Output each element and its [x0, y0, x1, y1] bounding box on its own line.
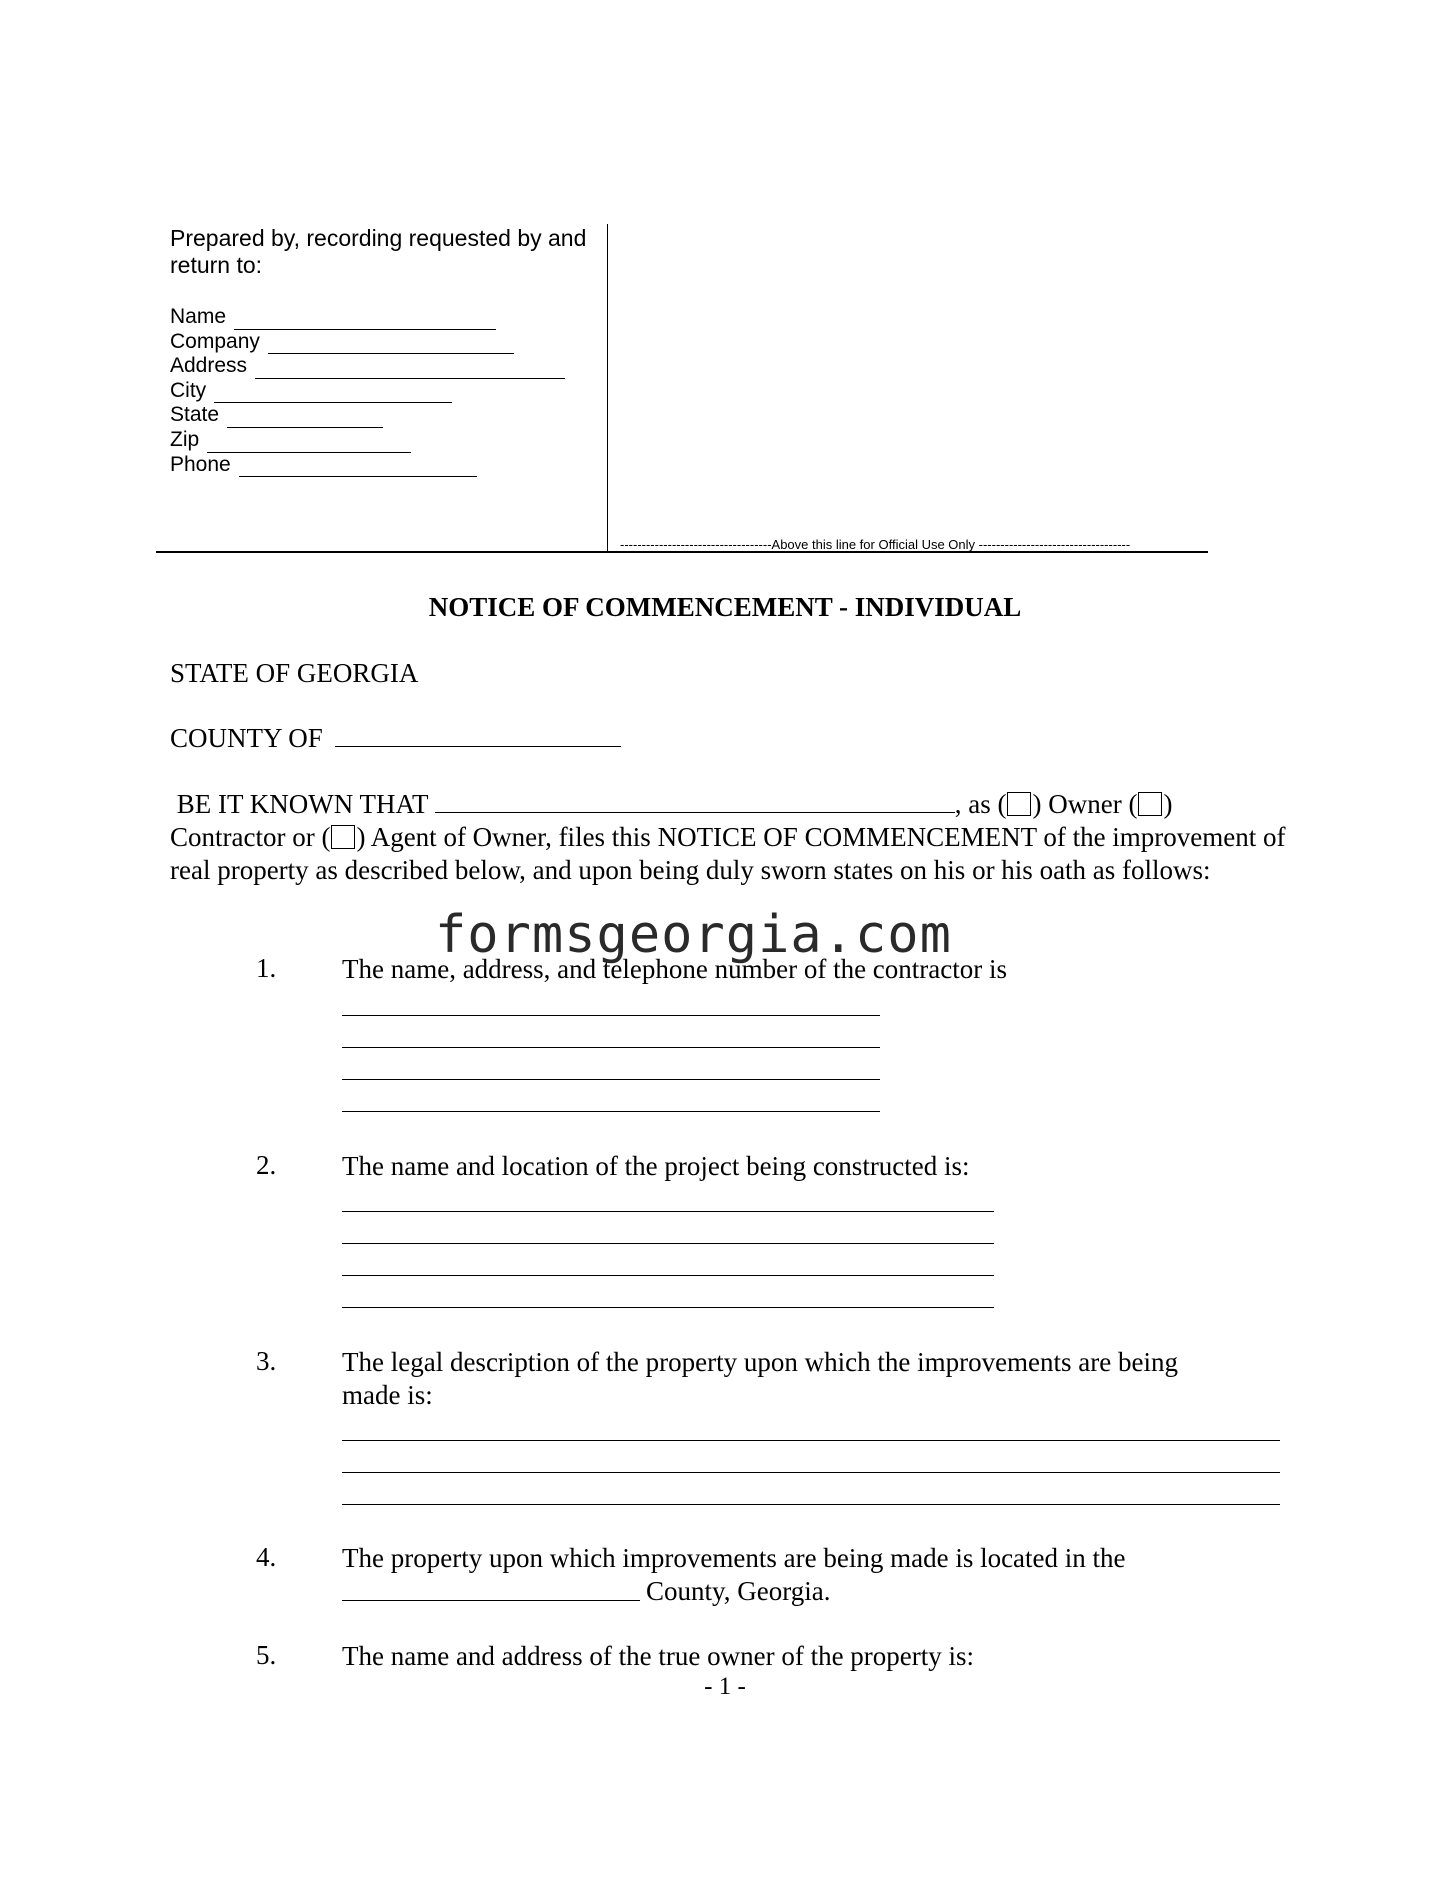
page-number: - 1 - [704, 1673, 746, 1700]
address-field-line[interactable] [255, 360, 565, 379]
zip-field[interactable] [170, 428, 565, 453]
item-3-blank-3[interactable] [342, 1504, 1280, 1505]
intro-paragraph [170, 788, 1290, 887]
return-to-fields [170, 305, 565, 477]
item-2-text: The name and location of the project being constructed is: [342, 1151, 970, 1181]
address-field[interactable] [170, 354, 565, 379]
item-2-blank-3[interactable] [342, 1275, 994, 1276]
as-text: , as ( [954, 789, 1007, 819]
county-label: COUNTY OF [170, 723, 323, 753]
state-line: STATE OF GEORGIA [170, 658, 419, 688]
zip-field-line[interactable] [207, 434, 411, 453]
state-field-line[interactable] [227, 409, 383, 428]
item-1-text: The name, address, and telephone number of the contractor is [342, 954, 1008, 984]
header-vertical-divider [607, 224, 608, 552]
state-field[interactable] [170, 403, 565, 428]
county-line [170, 722, 621, 755]
company-field-label: Company [170, 329, 260, 353]
name-field-label: Name [170, 305, 227, 328]
address-field-label: Address [170, 354, 248, 378]
item-1-blank-4[interactable] [342, 1111, 880, 1112]
item-3-number: 3. [256, 1346, 277, 1376]
item-1-blank-1[interactable] [342, 1015, 880, 1016]
company-field-line[interactable] [268, 335, 514, 354]
name-field[interactable] [170, 305, 565, 330]
item-3-blank-1[interactable] [342, 1440, 1280, 1441]
phone-field-line[interactable] [239, 458, 477, 477]
item-2-blank-2[interactable] [342, 1243, 994, 1244]
state-field-label: State [170, 403, 220, 427]
company-field[interactable] [170, 330, 565, 355]
contractor-checkbox[interactable] [1138, 792, 1162, 816]
city-field-label: City [170, 378, 207, 402]
agent-checkbox[interactable] [331, 825, 355, 849]
phone-field-label: Phone [170, 452, 231, 476]
declarant-name-blank[interactable] [435, 790, 955, 813]
phone-field[interactable] [170, 453, 565, 478]
intro-rest-text: ) Agent of Owner, files this NOTICE OF COMMENCEMENT of the improvement of real property as described below, and upon being duly sworn states on his or his oath as follows: [170, 822, 1286, 885]
zip-field-label: Zip [170, 427, 200, 451]
official-use-label: -----------------------------------Above this line for Official Use Only ----------------------------------- [620, 537, 1131, 552]
county-blank[interactable] [335, 722, 621, 747]
watermark: formsgeorgia.com [435, 905, 952, 965]
item-1-blank-2[interactable] [342, 1047, 880, 1048]
item-4-text: The property upon which improvements are being made is located in the [342, 1543, 1126, 1573]
contractor-close-text: ) [1163, 789, 1173, 819]
item-5-number: 5. [256, 1640, 277, 1670]
city-field[interactable] [170, 379, 565, 404]
be-it-known-text: BE IT KNOWN THAT [176, 789, 428, 819]
owner-checkbox[interactable] [1007, 792, 1031, 816]
item-3-blank-2[interactable] [342, 1472, 1280, 1473]
item-2-blank-1[interactable] [342, 1211, 994, 1212]
header-horizontal-divider [156, 551, 1208, 553]
contractor-or-text: Contractor or ( [170, 822, 331, 852]
document-title: NOTICE OF COMMENCEMENT - INDIVIDUAL [428, 592, 1022, 622]
owner-text: ) Owner ( [1032, 789, 1138, 819]
item-1-number: 1. [256, 953, 277, 983]
item-4-county-blank[interactable] [342, 1600, 640, 1601]
item-1-blank-3[interactable] [342, 1079, 880, 1080]
item-5-text: The name and address of the true owner of the property is: [342, 1641, 975, 1671]
prepared-by-label: Prepared by, recording requested by and return to: [170, 225, 587, 278]
item-4-number: 4. [256, 1542, 277, 1572]
city-field-line[interactable] [214, 384, 452, 403]
item-3-text: The legal description of the property upon which the improvements are being made is: [342, 1347, 1178, 1410]
item-2-number: 2. [256, 1150, 277, 1180]
name-field-line[interactable] [234, 311, 496, 330]
item-4-suffix: County, Georgia. [646, 1576, 831, 1606]
item-2-blank-4[interactable] [342, 1307, 994, 1308]
